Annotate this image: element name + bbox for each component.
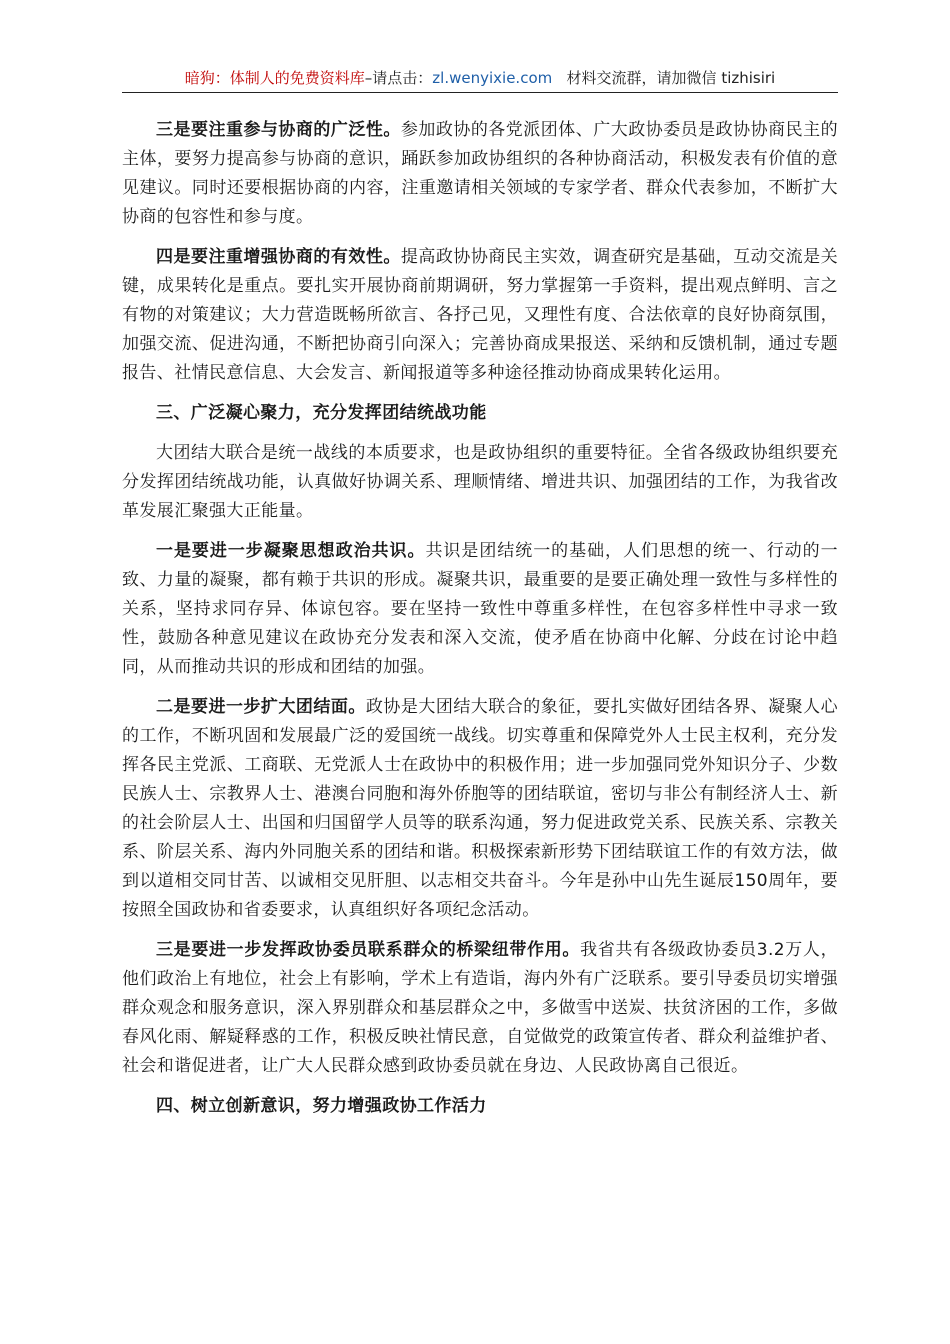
page-header xyxy=(122,66,838,93)
paragraph-text: 提高政协协商民主实效，调查研究是基础，互动交流是关键，成果转化是重点。要扎实开展协商前期调研，努力掌握第一手资料，提出观点鲜明、言之有物的对策建议；大力营造既畅所欲言、各抒己见，又理性有度、合法依章的良好协商氛围，加强交流、促进沟通，不断把协商引向深入；完善协商成果报送、采纳和反馈机制，通过专题报告、社情民意信息、大会发言、新闻报道等多种途径推动协商成果转化运用。 xyxy=(122,247,838,383)
paragraph-effectiveness xyxy=(122,243,838,388)
header-site-link[interactable]: zl.wenyixie.com xyxy=(432,69,553,87)
paragraph-lead: 一是要进一步凝聚思想政治共识。 xyxy=(156,541,426,561)
paragraph-text: 共识是团结统一的基础，人们思想的统一、行动的一致、力量的凝聚，都有赖于共识的形成。凝聚共识，最重要的是要正确处理一致性与多样性的关系，坚持求同存异、体谅包容。要在坚持一致性中尊重多样性，在包容多样性中寻求一致性，鼓励各种意见建议在政协充分发表和深入交流，使矛盾在协商中化解、分歧在讨论中趋同，从而推动共识的形成和团结的加强。 xyxy=(122,541,839,677)
paragraph-consensus xyxy=(122,537,838,682)
header-wechat-note: 材料交流群，请加微信 tizhisiri xyxy=(566,69,776,87)
paragraph-participation xyxy=(122,116,838,232)
paragraph-text: 我省共有各级政协委员3.2万人，他们政治上有地位，社会上有影响，学术上有造诣，海内外有广泛联系。要引导委员切实增强群众观念和服务意识，深入界别群众和基层群众之中，多做雪中送炭、扶贫济困的工作，多做春风化雨、解疑释惑的工作，积极反映社情民意，自觉做党的政策宣传者、群众利益维护者、社会和谐促进者，让广大人民群众感到政协委员就在身边、人民政协离自己很近。 xyxy=(122,940,838,1076)
paragraph-lead: 二是要进一步扩大团结面。 xyxy=(156,697,366,717)
section-heading-4: 四、树立创新意识，努力增强政协工作活力 xyxy=(156,1096,487,1116)
paragraph-text: 政协是大团结大联合的象征，要扎实做好团结各界、凝聚人心的工作，不断巩固和发展最广泛的爱国统一战线。切实尊重和保障党外人士民主权利，充分发挥各民主党派、工商联、无党派人士在政协中的积极作用；进一步加强同党外知识分子、少数民族人士、宗教界人士、港澳台同胞和海外侨胞等的团结联谊，密切与非公有制经济人士、新的社会阶层人士、出国和归国留学人员等的联系沟通，努力促进政党关系、民族关系、宗教关系、阶层关系、海内外同胞关系的团结和谐。积极探索新形势下团结联谊工作的有效方法，做到以道相交同甘苦、以诚相交见肝胆、以志相交共奋斗。今年是孙中山先生诞辰150周年，要按照全国政协和省委要求，认真组织好各项纪念活动。 xyxy=(122,697,838,920)
header-click-prompt: –请点击： xyxy=(364,69,433,87)
document-body xyxy=(122,116,838,1132)
section-heading-3: 三、广泛凝心聚力，充分发挥团结统战功能 xyxy=(156,403,487,423)
paragraph-lead: 四是要注重增强协商的有效性。 xyxy=(156,247,401,267)
paragraph-text: 参加政协的各党派团体、广大政协委员是政协协商民主的主体，要努力提高参与协商的意识，踊跃参加政协组织的各种协商活动，积极发表有价值的意见建议。同时还要根据协商的内容，注重邀请相关领域的专家学者、群众代表参加，不断扩大协商的包容性和参与度。 xyxy=(122,120,838,227)
paragraph-lead: 三是要进一步发挥政协委员联系群众的桥梁纽带作用。 xyxy=(156,940,581,960)
paragraph-lead: 三是要注重参与协商的广泛性。 xyxy=(156,120,401,140)
paragraph-bridge-role xyxy=(122,936,838,1081)
header-site-name: 暗狗：体制人的免费资料库 xyxy=(184,69,365,87)
section-3-intro: 大团结大联合是统一战线的本质要求，也是政协组织的重要特征。全省各级政协组织要充分发挥团结统战功能，认真做好协调关系、理顺情绪、增进共识、加强团结的工作，为我省改革发展汇聚强大正能量。 xyxy=(122,443,838,521)
paragraph-unity xyxy=(122,693,838,925)
